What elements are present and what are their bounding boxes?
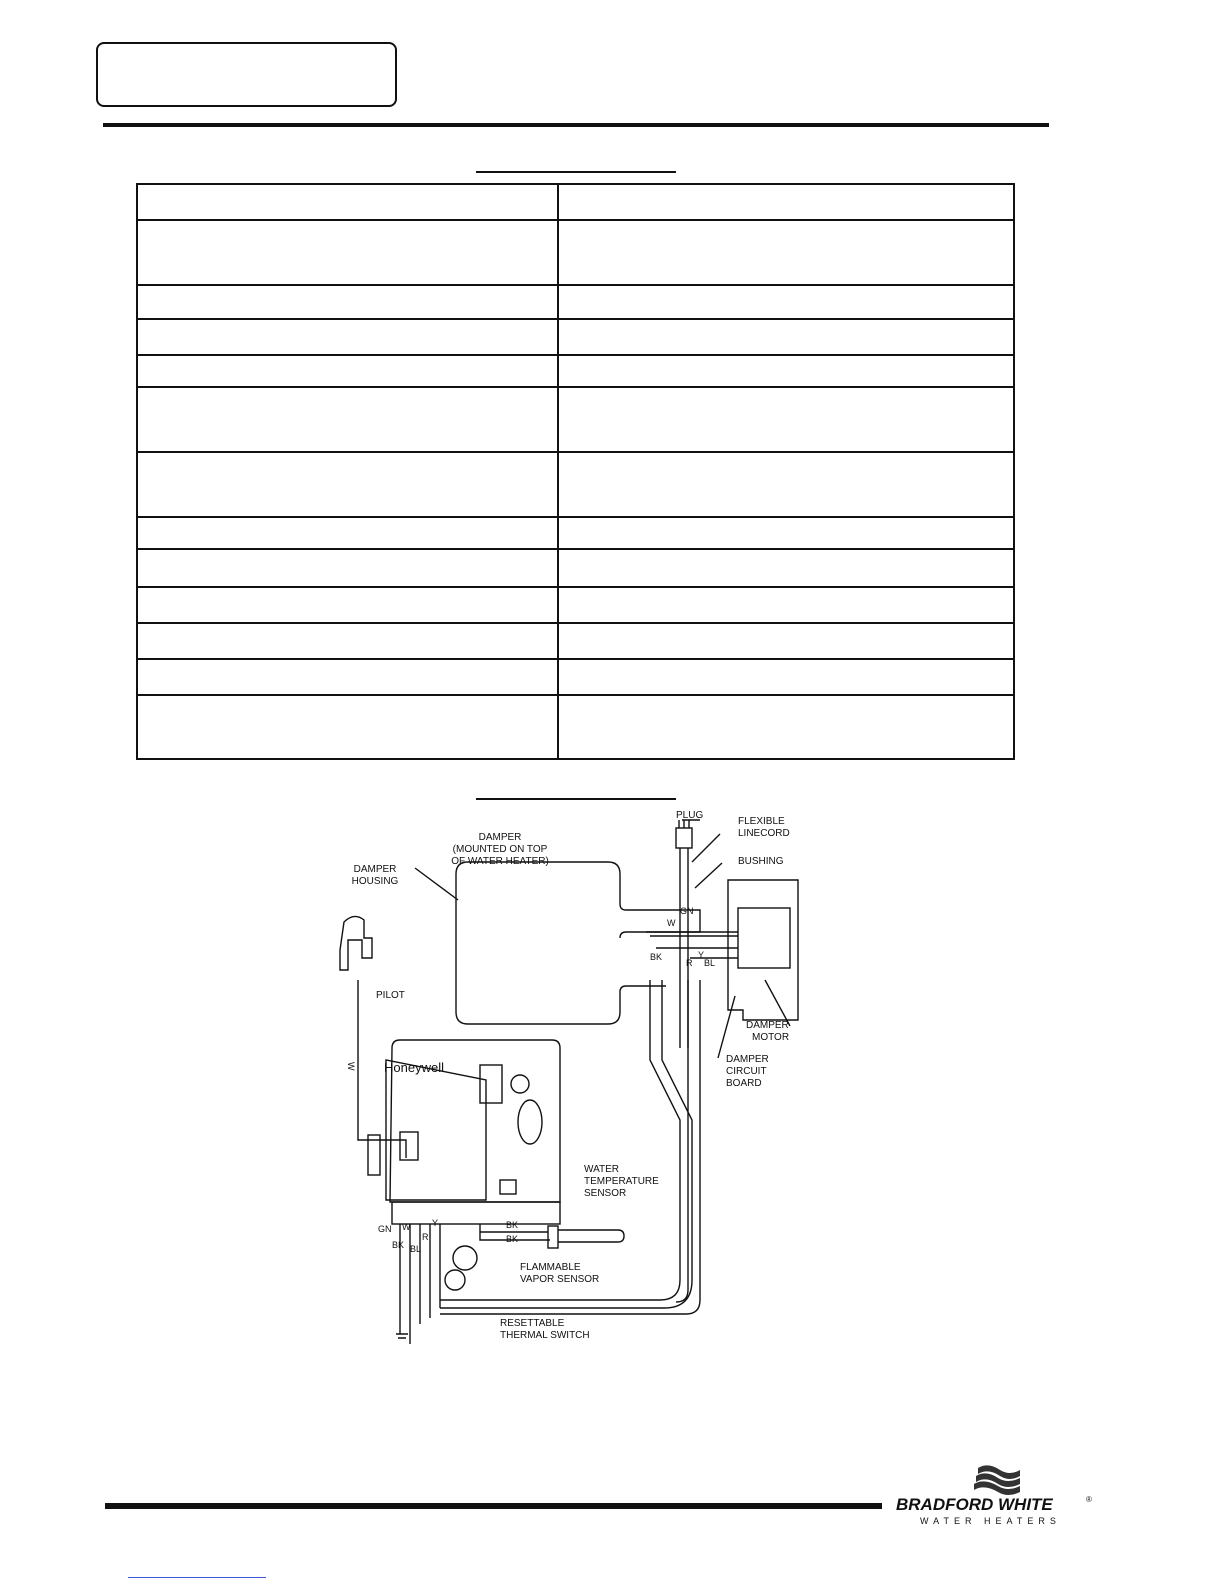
table-row — [137, 517, 1014, 549]
label-circuit-2: CIRCUIT — [726, 1066, 767, 1077]
table-row — [137, 587, 1014, 623]
housing-leader — [415, 868, 458, 900]
label-flexible-2: LINECORD — [738, 828, 790, 839]
label-damper-housing-1: DAMPER — [353, 864, 397, 875]
table-heading-underline — [476, 171, 676, 173]
wire-label: R — [422, 1232, 429, 1242]
spec-table — [136, 183, 1015, 760]
wire-label: BL — [704, 958, 716, 968]
wire-label: BL — [410, 1244, 422, 1254]
motor-window — [738, 908, 790, 968]
table-cell — [137, 517, 558, 549]
ground-symbol — [396, 1334, 408, 1338]
terminal-strip — [392, 1202, 560, 1224]
table-row — [137, 220, 1014, 285]
table-cell — [558, 695, 1014, 759]
bushing-leader — [695, 863, 722, 888]
label-damper-motor-1: DAMPER — [746, 1020, 789, 1031]
brand-tagline: WATER HEATERS — [920, 1516, 1061, 1526]
label-plug: PLUG — [676, 810, 704, 821]
table-cell — [558, 355, 1014, 387]
table-row — [137, 319, 1014, 355]
wire-label: W — [667, 918, 676, 928]
label-bushing: BUSHING — [738, 856, 784, 867]
label-circuit-1: DAMPER — [726, 1054, 769, 1065]
wire-label: BK — [650, 952, 663, 962]
table-row — [137, 549, 1014, 587]
table-row — [137, 285, 1014, 319]
plug-prongs — [679, 820, 689, 828]
table-row — [137, 184, 1014, 220]
table-cell — [558, 319, 1014, 355]
brand-name: BRADFORD WHITE — [896, 1495, 1053, 1514]
label-rts-1: RESETTABLE — [500, 1318, 565, 1329]
wiring-diagram — [320, 800, 840, 1360]
wire-label: Y — [698, 950, 705, 960]
table-row — [137, 387, 1014, 452]
registered-mark: ® — [1086, 1495, 1092, 1504]
table-cell — [137, 220, 558, 285]
label-damper-housing-2: HOUSING — [351, 876, 399, 887]
table-cell — [558, 184, 1014, 220]
label-damper-motor-2: MOTOR — [752, 1032, 790, 1043]
header-box — [96, 42, 397, 107]
table-cell — [137, 387, 558, 452]
label-fvs-2: VAPOR SENSOR — [520, 1274, 600, 1285]
bradford-white-logo — [890, 1462, 1100, 1532]
water-temp-probe — [548, 1226, 558, 1248]
wire-label: R — [686, 958, 693, 968]
table-cell — [558, 387, 1014, 452]
table-row — [137, 623, 1014, 659]
board-leader — [718, 996, 735, 1058]
valve-side-tab — [368, 1135, 380, 1175]
damper-housing-body — [456, 862, 666, 1024]
resettable-thermal-switch — [445, 1270, 465, 1290]
wire-label: GN — [680, 906, 694, 916]
label-fvs-1: FLAMMABLE — [520, 1262, 581, 1273]
wire-label: W — [402, 1222, 411, 1232]
conduit-left-b — [440, 980, 692, 1308]
table-cell — [137, 452, 558, 517]
label-water-temp-1: WATER — [584, 1164, 619, 1175]
valve-test-button — [500, 1180, 516, 1194]
wire-label: BK — [506, 1234, 519, 1244]
flammable-vapor-sensor — [453, 1246, 477, 1270]
top-rule — [103, 123, 1049, 127]
water-temp-stem — [558, 1230, 624, 1242]
label-water-temp-2: TEMPERATURE — [584, 1176, 659, 1187]
table-cell — [558, 549, 1014, 587]
table-cell — [137, 184, 558, 220]
valve-connector — [400, 1132, 418, 1160]
temperature-dial — [518, 1100, 542, 1144]
wire-label: Y — [432, 1218, 439, 1228]
table-cell — [137, 355, 558, 387]
wire-label: BK — [392, 1240, 405, 1250]
wire-label: BK — [506, 1220, 519, 1230]
pilot-assembly — [340, 916, 372, 970]
terminal-wires — [400, 1224, 440, 1344]
table-row — [137, 355, 1014, 387]
label-pilot: PILOT — [376, 990, 405, 1001]
table-cell — [558, 452, 1014, 517]
label-water-temp-3: SENSOR — [584, 1188, 627, 1199]
table-cell — [558, 285, 1014, 319]
valve-indicator — [511, 1075, 529, 1093]
conduit-right — [676, 980, 688, 1302]
table-cell — [137, 623, 558, 659]
label-flexible-1: FLEXIBLE — [738, 816, 785, 827]
label-damper-mount-1: (MOUNTED ON TOP — [452, 844, 548, 855]
table-cell — [137, 319, 558, 355]
table-cell — [137, 695, 558, 759]
label-damper-mount-2: OF WATER HEATER) — [451, 856, 549, 867]
table-cell — [137, 659, 558, 695]
label-rts-2: THERMAL SWITCH — [500, 1330, 590, 1341]
wire-label: GN — [378, 1224, 392, 1234]
wire-label: W — [346, 1062, 356, 1071]
wave-flag-icon — [974, 1465, 1020, 1495]
damper-housing-top — [468, 862, 700, 938]
table-cell — [558, 659, 1014, 695]
label-damper: DAMPER — [478, 832, 522, 843]
table-row — [137, 659, 1014, 695]
plug-body — [676, 828, 692, 848]
table-cell — [137, 549, 558, 587]
bottom-rule — [105, 1503, 882, 1509]
label-circuit-3: BOARD — [726, 1078, 762, 1089]
table-cell — [558, 587, 1014, 623]
table-cell — [137, 587, 558, 623]
gas-valve-panel — [386, 1060, 486, 1200]
table-cell — [137, 285, 558, 319]
table-row — [137, 695, 1014, 759]
table-cell — [558, 220, 1014, 285]
honeywell-logo: Honeywell — [384, 1060, 444, 1075]
valve-knob — [480, 1065, 502, 1103]
table-row — [137, 452, 1014, 517]
table-cell — [558, 517, 1014, 549]
link-underline-stub — [128, 1577, 266, 1578]
table-cell — [558, 623, 1014, 659]
